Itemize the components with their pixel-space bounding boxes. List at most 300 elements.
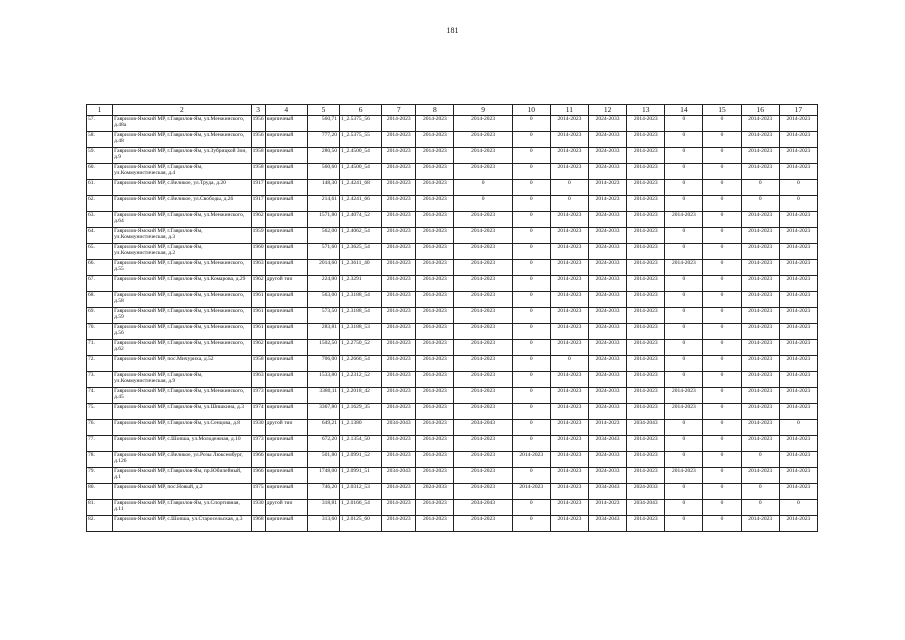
table-cell: 2014-2023	[454, 212, 512, 228]
table-cell: 0	[512, 292, 550, 308]
table-cell: 313,60	[307, 516, 339, 532]
table-cell: 2034-2043	[382, 468, 416, 484]
table-cell: кирпичный	[265, 308, 307, 324]
table-cell: 2014-2023	[416, 132, 454, 148]
column-header: 8	[416, 105, 454, 116]
table-cell: 2014-2023	[382, 308, 416, 324]
table-cell: 2014-2023	[627, 468, 665, 484]
table-cell: Гаврилов-Ямский МР, г.Гаврилов-Ям, ул.Зубрицкой Зои, д.9	[113, 148, 252, 164]
table-cell: 2014-2023	[665, 212, 703, 228]
table-cell: 0	[665, 372, 703, 388]
table-cell: 0	[512, 260, 550, 276]
column-header: 16	[741, 105, 779, 116]
table-cell: 2014-2023	[627, 436, 665, 452]
table-cell: 1_2.2666_54	[340, 356, 382, 372]
table-row	[87, 468, 818, 484]
table-cell: 79.	[87, 468, 113, 484]
table-cell: 2014-2023	[665, 260, 703, 276]
table-cell: 2014-2023	[416, 164, 454, 180]
table-cell: кирпичный	[265, 260, 307, 276]
table-cell: 2014-2023	[741, 356, 779, 372]
table-cell: 2014-2023	[382, 212, 416, 228]
column-header: 9	[454, 105, 512, 116]
table-cell: 2014-2023	[779, 244, 817, 260]
table-cell: Гаврилов-Ямский МР, г.Гаврилов-Ям, ул.Менжинского, д.64	[113, 212, 252, 228]
table-cell: 78.	[87, 452, 113, 468]
table-cell: 2014,60	[307, 260, 339, 276]
table-cell: 2014-2023	[779, 340, 817, 356]
table-cell: 2014-2023	[454, 164, 512, 180]
table-cell: 2024-2033	[589, 228, 627, 244]
table-cell: 2014-2023	[416, 196, 454, 212]
table-cell: 0	[703, 388, 741, 404]
table-cell: 2014-2023	[627, 356, 665, 372]
table-cell: 0	[454, 180, 512, 196]
column-header: 15	[703, 105, 741, 116]
table-cell: 2014-2023	[779, 388, 817, 404]
table-cell: 2014-2023	[550, 260, 588, 276]
table-cell: 65.	[87, 244, 113, 260]
table-cell: 2014-2023	[454, 436, 512, 452]
table-cell: 2014-2023	[454, 148, 512, 164]
table-cell: 2014-2023	[382, 116, 416, 132]
table-cell: 2014-2023	[589, 420, 627, 436]
table-cell: 2034-2043	[627, 420, 665, 436]
table-cell: 0	[741, 484, 779, 500]
table-cell: 0	[665, 484, 703, 500]
table-cell: кирпичный	[265, 324, 307, 340]
table-cell: 2014-2023	[550, 212, 588, 228]
table-cell: 2014-2023	[382, 436, 416, 452]
table-cell: 0	[665, 196, 703, 212]
table-cell: 2014-2023	[454, 324, 512, 340]
table-cell: 2024-2033	[416, 484, 454, 500]
table-cell: 0	[703, 404, 741, 420]
table-cell: 0	[703, 356, 741, 372]
table-cell: 2014-2023	[741, 164, 779, 180]
table-cell: 1956	[251, 116, 265, 132]
table-cell: 2014-2023	[416, 180, 454, 196]
table-row	[87, 212, 818, 228]
table-cell: 2014-2023	[741, 308, 779, 324]
table-cell: 3367,80	[307, 404, 339, 420]
table-cell: 0	[512, 404, 550, 420]
page-number: 181	[446, 26, 459, 35]
table-cell: 2014-2023	[454, 404, 512, 420]
table-cell: 2014-2023	[627, 196, 665, 212]
table-cell: 1960	[251, 244, 265, 260]
table-cell: 2014-2023	[779, 228, 817, 244]
table-cell: 1_2.4500_54	[340, 148, 382, 164]
table-cell: 649,21	[307, 420, 339, 436]
table-cell: кирпичный	[265, 244, 307, 260]
table-cell: 1_2.1354_50	[340, 436, 382, 452]
table-row	[87, 180, 818, 196]
table-cell: 0	[703, 196, 741, 212]
table-row	[87, 340, 818, 356]
table-cell: 672,20	[307, 436, 339, 452]
table-cell: 0	[512, 516, 550, 532]
table-cell: 2014-2023	[454, 276, 512, 292]
table-cell: 2014-2023	[416, 500, 454, 516]
table-cell: Гаврилов-Ямский МР, г.Гаврилов-Ям, ул.Менжинского, д.45	[113, 388, 252, 404]
table-cell: 2014-2023	[627, 260, 665, 276]
table-cell: 0	[779, 500, 817, 516]
table-cell: Гаврилов-Ямский МР, г.Гаврилов-Ям, ул.Спортивная, д.11	[113, 500, 252, 516]
table-cell: 560,60	[307, 164, 339, 180]
table-cell: 2034-2043	[454, 420, 512, 436]
table-cell: 2014-2023	[779, 324, 817, 340]
table-cell: Гаврилов-Ямский МР, с.Великое, ул.Труда, д.20	[113, 180, 252, 196]
table-cell: 1533,80	[307, 372, 339, 388]
table-cell: 1973	[251, 436, 265, 452]
table-cell: 2024-2033	[589, 132, 627, 148]
table-cell: 501,80	[307, 452, 339, 468]
table-cell: 2014-2023	[627, 388, 665, 404]
table-cell: 2014-2023	[627, 228, 665, 244]
table-cell: 2014-2023	[416, 516, 454, 532]
table-cell: 2014-2023	[627, 116, 665, 132]
table-cell: Гаврилов-Ямский МР, г.Гаврилов-Ям, ул.Менжинского, д.56	[113, 324, 252, 340]
table-cell: 0	[779, 196, 817, 212]
table-cell: 0	[703, 212, 741, 228]
table-cell: 80.	[87, 484, 113, 500]
table-cell: 0	[703, 500, 741, 516]
header-row	[87, 105, 818, 116]
table-cell: Гаврилов-Ямский МР, г.Гаврилов-Ям, ул.Шишкина, д.3	[113, 404, 252, 420]
table-cell: 2014-2023	[382, 196, 416, 212]
table-cell: 2024-2033	[589, 260, 627, 276]
table-cell: 1963	[251, 260, 265, 276]
register-table	[86, 104, 818, 532]
table-cell: Гаврилов-Ямский МР, с.Великое, ул.Розы Люксембург, д.126	[113, 452, 252, 468]
table-cell: 64.	[87, 228, 113, 244]
table-cell: 1_2.0312_53	[340, 484, 382, 500]
table-cell: 1_2.3625_54	[340, 244, 382, 260]
table-cell: Гаврилов-Ямский МР, г.Гаврилов-Ям, ул.Менжинского, д.48а	[113, 116, 252, 132]
table-cell: 2014-2023	[550, 276, 588, 292]
table-cell: 2024-2033	[627, 484, 665, 500]
table-cell: 2024-2033	[589, 324, 627, 340]
table-cell: 1961	[251, 292, 265, 308]
table-cell: 2014-2023	[550, 244, 588, 260]
table-cell: кирпичный	[265, 484, 307, 500]
table-cell: 0	[512, 372, 550, 388]
table-cell: 746,20	[307, 484, 339, 500]
table-cell: 63.	[87, 212, 113, 228]
table-cell: 1930	[251, 420, 265, 436]
table-cell: 2014-2023	[416, 116, 454, 132]
table-cell: 0	[703, 164, 741, 180]
table-cell: 67.	[87, 276, 113, 292]
table-cell: 2014-2023	[627, 276, 665, 292]
table-cell: 2014-2023	[454, 516, 512, 532]
table-cell: 0	[665, 308, 703, 324]
table-cell: 2024-2033	[589, 148, 627, 164]
table-cell: 2024-2033	[589, 388, 627, 404]
table-cell: кирпичный	[265, 340, 307, 356]
table-cell: 1_2.1380	[340, 420, 382, 436]
table-cell: 2014-2023	[741, 388, 779, 404]
table-cell: 2014-2023	[550, 148, 588, 164]
table-cell: 3380,11	[307, 388, 339, 404]
column-header: 17	[779, 105, 817, 116]
table-cell: 2024-2033	[589, 116, 627, 132]
table-cell: 2014-2023	[627, 324, 665, 340]
table-cell: 2024-2033	[589, 292, 627, 308]
table-cell: 0	[703, 132, 741, 148]
table-row	[87, 308, 818, 324]
table-cell: 0	[512, 468, 550, 484]
table-cell: 74.	[87, 388, 113, 404]
table-cell: 1958	[251, 164, 265, 180]
table-cell: 1968	[251, 516, 265, 532]
table-cell: 2014-2023	[627, 292, 665, 308]
table-cell: Гаврилов-Ямский МР, г.Гаврилов-Ям, ул.Коммунистическая, д.4	[113, 164, 252, 180]
table-cell: 2014-2023	[382, 340, 416, 356]
table-cell: 2014-2023	[779, 516, 817, 532]
table-cell: 0	[741, 500, 779, 516]
table-cell: 2014-2023	[382, 244, 416, 260]
table-cell: 75.	[87, 404, 113, 420]
table-cell: 2024-2033	[589, 452, 627, 468]
table-cell: 0	[665, 420, 703, 436]
table-row	[87, 244, 818, 260]
table-cell: 2024-2033	[589, 340, 627, 356]
table-cell: 0	[512, 244, 550, 260]
table-cell: 0	[741, 196, 779, 212]
table-cell: 1_2.4241_66	[340, 196, 382, 212]
table-cell: кирпичный	[265, 468, 307, 484]
table-cell: 1973	[251, 388, 265, 404]
table-cell: Гаврилов-Ямский МР, г.Гаврилов-Ям, ул.Коммунистическая, д.9	[113, 372, 252, 388]
table-cell: 0	[779, 420, 817, 436]
table-cell: 0	[512, 340, 550, 356]
table-cell: 2014-2023	[382, 180, 416, 196]
table-row	[87, 516, 818, 532]
table-cell: 0	[665, 244, 703, 260]
table-cell: 2014-2023	[627, 132, 665, 148]
table-cell: 1_2.2018_42	[340, 388, 382, 404]
table-cell: 73.	[87, 372, 113, 388]
table-cell: 0	[550, 356, 588, 372]
table-cell: 2014-2023	[416, 372, 454, 388]
table-cell: 2014-2023	[627, 308, 665, 324]
table-cell: 1_2.4074_52	[340, 212, 382, 228]
table-cell: 2014-2023	[779, 276, 817, 292]
table-cell: 1962	[251, 340, 265, 356]
table-cell: 1_2.0991_52	[340, 452, 382, 468]
table-row	[87, 324, 818, 340]
table-cell: 2034-2043	[454, 500, 512, 516]
table-cell: 2014-2023	[779, 308, 817, 324]
table-cell: 0	[665, 276, 703, 292]
table-row	[87, 404, 818, 420]
table-cell: 2014-2023	[550, 324, 588, 340]
column-header: 3	[251, 105, 265, 116]
table-cell: 2014-2023	[550, 468, 588, 484]
table-cell: 2014-2023	[741, 420, 779, 436]
table-cell: 0	[665, 324, 703, 340]
table-cell: 1961	[251, 324, 265, 340]
table-cell: 0	[703, 148, 741, 164]
table-cell: 0	[454, 196, 512, 212]
table-cell: 2014-2023	[741, 228, 779, 244]
table-cell: 1958	[251, 148, 265, 164]
table-cell: 2024-2033	[589, 356, 627, 372]
table-cell: 2014-2023	[741, 516, 779, 532]
table-cell: 77.	[87, 436, 113, 452]
table-cell: 2014-2023	[627, 212, 665, 228]
table-cell: 2014-2023	[779, 148, 817, 164]
table-cell: 2024-2033	[589, 404, 627, 420]
table-cell: 2014-2023	[382, 292, 416, 308]
table-cell: 2024-2033	[589, 372, 627, 388]
table-cell: Гаврилов-Ямский МР, с.Великое, ул.Свободы, д.26	[113, 196, 252, 212]
column-header: 5	[307, 105, 339, 116]
table-cell: кирпичный	[265, 164, 307, 180]
table-cell: 1961	[251, 308, 265, 324]
table-cell: 2014-2023	[550, 116, 588, 132]
table-cell: 1_2.3188_54	[340, 308, 382, 324]
table-row	[87, 388, 818, 404]
table-row	[87, 436, 818, 452]
table-cell: 2014-2023	[779, 356, 817, 372]
table-cell: 2014-2023	[627, 452, 665, 468]
table-cell: 76.	[87, 420, 113, 436]
table-cell: 2014-2023	[454, 244, 512, 260]
table-cell: 2014-2023	[454, 228, 512, 244]
table-cell: 1974	[251, 404, 265, 420]
table-cell: 2014-2023	[550, 420, 588, 436]
table-cell: 2034-2043	[589, 436, 627, 452]
table-cell: 2014-2023	[382, 148, 416, 164]
table-cell: 1748,00	[307, 468, 339, 484]
table-row	[87, 228, 818, 244]
table-cell: 72.	[87, 356, 113, 372]
table-cell: Гаврилов-Ямский МР, с.Шопша, ул.Молодежная, д.10	[113, 436, 252, 452]
table-cell: 1_2.3188_53	[340, 324, 382, 340]
table-row	[87, 372, 818, 388]
table-cell: 214,61	[307, 196, 339, 212]
column-header: 1	[87, 105, 113, 116]
table-cell: 2034-2043	[382, 420, 416, 436]
table-cell: 0	[703, 420, 741, 436]
table-cell: 2014-2023	[779, 452, 817, 468]
table-cell: 0	[703, 292, 741, 308]
table-cell: 1966	[251, 468, 265, 484]
table-cell: 1_2.5375_56	[340, 116, 382, 132]
table-cell: кирпичный	[265, 132, 307, 148]
table-cell: 571,60	[307, 244, 339, 260]
table-cell: 2014-2023	[741, 404, 779, 420]
table-cell: 2014-2023	[416, 324, 454, 340]
table-row	[87, 148, 818, 164]
table-cell: 2014-2023	[741, 132, 779, 148]
column-header: 6	[340, 105, 382, 116]
table-row	[87, 164, 818, 180]
table-cell: 2014-2023	[382, 372, 416, 388]
table-cell: Гаврилов-Ямский МР, г.Гаврилов-Ям, ул.Комарова, д.29	[113, 276, 252, 292]
table-cell: Гаврилов-Ямский МР, г.Гаврилов-Ям, ул.Менжинского, д.58	[113, 292, 252, 308]
table-cell: кирпичный	[265, 404, 307, 420]
table-cell: 0	[512, 356, 550, 372]
table-cell: 1_2.0991_51	[340, 468, 382, 484]
table-cell: 2014-2023	[627, 148, 665, 164]
table-cell: 2014-2023	[454, 292, 512, 308]
table-cell: 2014-2023	[382, 164, 416, 180]
table-cell: 0	[512, 164, 550, 180]
table-cell: 2014-2023	[550, 308, 588, 324]
table-cell: 573,50	[307, 308, 339, 324]
column-header: 2	[113, 105, 252, 116]
table-cell: 2014-2023	[741, 372, 779, 388]
table-cell: 0	[665, 356, 703, 372]
table-cell: Гаврилов-Ямский МР, г.Гаврилов-Ям, ул.Менжинского, д.48	[113, 132, 252, 148]
table-cell: 1_2.0166_54	[340, 500, 382, 516]
table-cell: 1956	[251, 132, 265, 148]
table-cell: 0	[703, 308, 741, 324]
table-cell: 2014-2023	[741, 468, 779, 484]
table-cell: 1_2.4062_54	[340, 228, 382, 244]
table-cell: 0	[703, 436, 741, 452]
table-cell: 2014-2023	[741, 276, 779, 292]
table-cell: 62.	[87, 196, 113, 212]
table-cell: 2014-2023	[550, 228, 588, 244]
table-cell: Гаврилов-Ямский МР, г.Гаврилов-Ям, ул.Коммунистическая, д.2	[113, 244, 252, 260]
table-cell: 2014-2023	[382, 388, 416, 404]
table-cell: Гаврилов-Ямский МР, пос.Новый, д.2	[113, 484, 252, 500]
table-cell: 2014-2023	[382, 276, 416, 292]
table-cell: 2014-2023	[454, 452, 512, 468]
table-cell: 2014-2023	[779, 468, 817, 484]
table-cell: 2014-2023	[454, 372, 512, 388]
table-cell: 0	[550, 196, 588, 212]
table-cell: 2014-2023	[550, 132, 588, 148]
table-cell: кирпичный	[265, 196, 307, 212]
table-cell: 2024-2033	[589, 244, 627, 260]
table-cell: 2014-2023	[779, 292, 817, 308]
table-cell: другой тип	[265, 276, 307, 292]
column-header: 7	[382, 105, 416, 116]
table-cell: кирпичный	[265, 372, 307, 388]
table-cell: 2014-2023	[454, 484, 512, 500]
table-cell: 2014-2023	[550, 500, 588, 516]
table-cell: 0	[512, 180, 550, 196]
table-cell: 0	[665, 436, 703, 452]
table-cell: 0	[703, 228, 741, 244]
table-cell: 2014-2023	[382, 228, 416, 244]
table-cell: 2014-2023	[741, 116, 779, 132]
table-row	[87, 276, 818, 292]
table-cell: кирпичный	[265, 116, 307, 132]
table-cell: 0	[665, 132, 703, 148]
table-cell: 0	[512, 388, 550, 404]
table-cell: 61.	[87, 180, 113, 196]
table-cell: 0	[550, 180, 588, 196]
table-cell: 1917	[251, 180, 265, 196]
table-cell: 2014-2023	[779, 484, 817, 500]
table-cell: 0	[779, 180, 817, 196]
table-cell: 2014-2023	[454, 132, 512, 148]
table-cell: 2014-2023	[550, 388, 588, 404]
table-cell: 0	[512, 196, 550, 212]
table-cell: 2034-2043	[589, 484, 627, 500]
table-cell: 2024-2033	[589, 212, 627, 228]
table-cell: 0	[703, 516, 741, 532]
table-cell: 2014-2023	[741, 148, 779, 164]
table-cell: 1571,80	[307, 212, 339, 228]
